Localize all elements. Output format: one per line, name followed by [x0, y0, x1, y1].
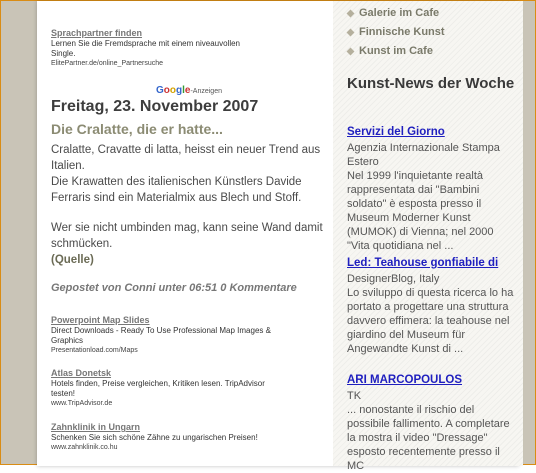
ad-url[interactable]: ElitePartner.de/online_Partnersuche: [51, 60, 164, 67]
news-item: [347, 256, 519, 356]
blog-page: [37, 1, 519, 472]
post-paragraph: Cralatte, Cravatte di latta, heisst ein neuer Trend aus Italien.: [51, 144, 321, 172]
ad-url[interactable]: www.zahnklinik.co.hu: [51, 444, 118, 451]
news-source: TK: [347, 390, 362, 402]
news-snippet: Nel 1999 l'inquietante realtà rappresentata dai "Bambini soldato" è esposta presso il Museum Moderner Kunst (MUMOK) di Vienna; nel 2000 "Vita quotidiana nel ...: [347, 170, 494, 252]
news-source: Agenzia Internazionale Stampa Estero: [347, 142, 500, 168]
sidebar-link-finnische-kunst[interactable]: Finnische Kunst: [347, 23, 445, 42]
sidebar-link-kunst-im-cafe[interactable]: Kunst im Cafe: [347, 42, 445, 61]
ad-powerpoint[interactable]: [51, 315, 271, 356]
ad-atlas-donetsk[interactable]: [51, 368, 271, 409]
ad-text: Schenken Sie sich schöne Zähne zu ungarischen Preisen!: [51, 433, 258, 442]
ad-text: Hotels finden, Preise vergleichen, Kritiken lesen. TripAdvisor testen!: [51, 379, 265, 398]
google-ads-label[interactable]: Google-Anzeigen: [156, 85, 222, 96]
ad-title-link[interactable]: Powerpoint Map Slides: [51, 315, 150, 325]
news-snippet: Lo sviluppo di questa ricerca lo ha portato a progettare una struttura davvero effimera: la teahouse nel giardino del Museum für Angewandte Kunst di ...: [347, 287, 514, 355]
ad-title-link[interactable]: Sprachpartner finden: [51, 28, 143, 38]
ad-title-link[interactable]: Zahnklinik in Ungarn: [51, 422, 141, 432]
bullet-icon: [347, 47, 355, 55]
bullet-icon: [347, 28, 355, 36]
sidebar-links: [347, 4, 445, 61]
ad-sprachpartner[interactable]: [51, 28, 251, 69]
news-title-link[interactable]: Servizi del Giorno: [347, 126, 445, 138]
source-link[interactable]: (Quelle): [51, 254, 94, 266]
post-paragraph: Wer sie nicht umbinden mag, kann seine Wand damit schmücken.: [51, 222, 323, 250]
ad-text: Direct Downloads - Ready To Use Professional Map Images & Graphics: [51, 326, 271, 345]
ad-url[interactable]: Presentationload.com/Maps: [51, 347, 138, 354]
news-snippet: ... nonostante il rischio del possibile fallimento. A completare la mostra il video "Dressage" esposto recentemente presso il MC: [347, 404, 510, 472]
news-source: DesignerBlog, Italy: [347, 273, 440, 285]
sidebar-link-galerie[interactable]: Galerie im Cafe: [347, 4, 445, 23]
post-date: Freitag, 23. November 2007: [51, 98, 259, 115]
ad-url[interactable]: www.TripAdvisor.de: [51, 400, 113, 407]
google-logo: Google: [156, 85, 191, 96]
news-item: [347, 373, 519, 473]
news-heading: Kunst-News der Woche: [347, 75, 515, 92]
news-title-link[interactable]: Led: Teahouse gonfiabile di: [347, 257, 499, 269]
bullet-icon: [347, 9, 355, 17]
ad-zahnklinik[interactable]: [51, 422, 271, 453]
news-item: [347, 125, 519, 253]
post-body: [51, 142, 329, 268]
news-title-link[interactable]: ARI MARCOPOULOS: [347, 374, 462, 386]
google-anzeigen-text: Anzeigen: [192, 88, 222, 95]
post-paragraph: Die Krawatten des italienischen Künstlers Davide Ferraris sind ein Materialmix aus Blech und Stoff.: [51, 176, 302, 204]
sidebar: [333, 1, 523, 472]
ad-text: Lernen Sie die Fremdsprache mit einem niveauvollen Single.: [51, 39, 240, 58]
ad-title-link[interactable]: Atlas Donetsk: [51, 368, 112, 378]
post-footer[interactable]: Gepostet von Conni unter 06:51 0 Kommentare: [51, 282, 297, 294]
post-title: Die Cralatte, die er hatte...: [51, 121, 223, 137]
